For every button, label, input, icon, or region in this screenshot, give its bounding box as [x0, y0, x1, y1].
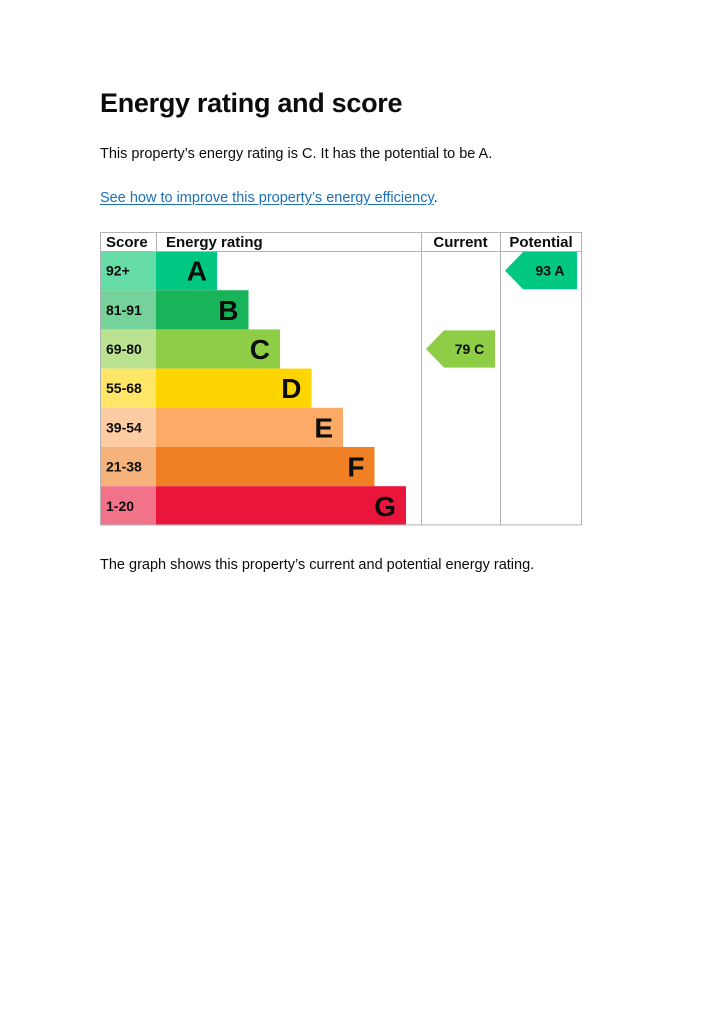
rating-bar-f — [156, 447, 375, 486]
page-title: Energy rating and score — [100, 88, 403, 118]
rating-letter-d: D — [281, 373, 302, 405]
score-label-a: 92+ — [106, 262, 130, 279]
rating-letter-b: B — [218, 294, 239, 326]
score-label-b: 81-91 — [106, 301, 142, 318]
rating-summary: This property’s energy rating is C. It has the potential to be A. — [100, 146, 493, 162]
rating-letter-c: C — [249, 334, 270, 365]
rating-bar-g — [156, 486, 406, 525]
rating-letter-f: F — [347, 451, 365, 483]
rating-letter-g: G — [374, 490, 396, 522]
score-label-d: 55-68 — [106, 380, 142, 397]
current-rating-pointer-label: 79 C — [454, 341, 485, 357]
potential-rating-pointer-label: 93 A — [535, 262, 565, 279]
header-potential: Potential — [509, 234, 573, 251]
improve-suffix: . — [433, 190, 438, 206]
improve-efficiency-link[interactable]: See how to improve this property’s energy efficiency — [100, 190, 434, 206]
header-score: Score — [106, 234, 148, 251]
rating-letter-a: A — [186, 255, 207, 287]
chart-caption: The graph shows this property’s current and potential energy rating. — [100, 557, 535, 573]
rating-letter-e: E — [314, 412, 333, 444]
score-label-g: 1-20 — [106, 497, 135, 514]
score-label-e: 39-54 — [106, 419, 142, 436]
score-label-c: 69-80 — [106, 341, 142, 357]
score-label-f: 21-38 — [106, 458, 142, 475]
header-energy-rating: Energy rating — [166, 234, 263, 251]
header-current: Current — [433, 234, 488, 251]
